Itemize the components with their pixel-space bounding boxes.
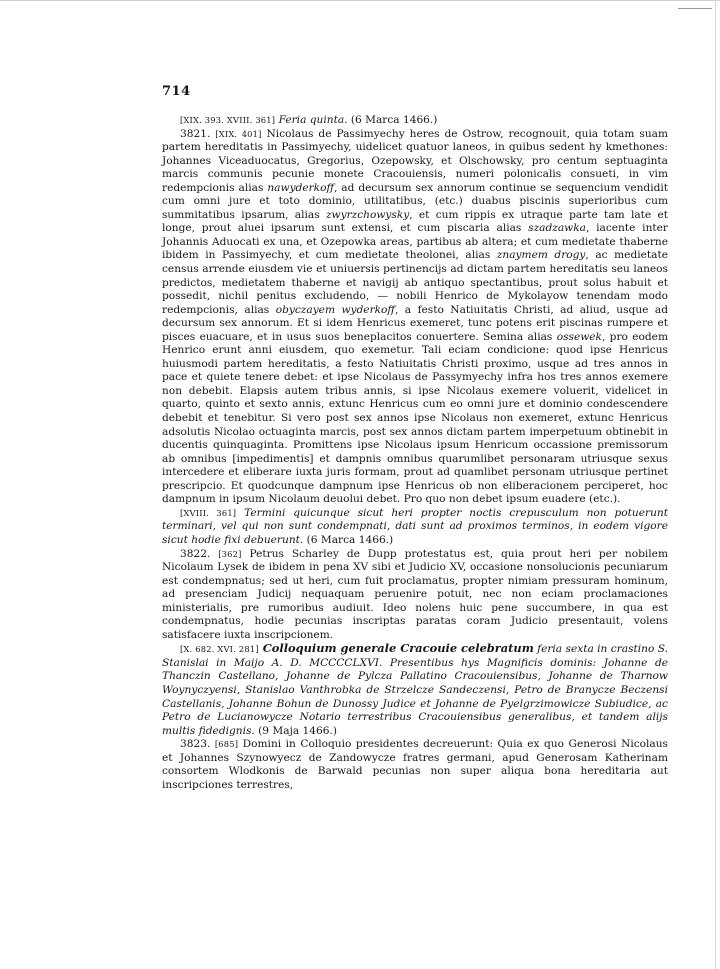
- scan-edge-right: [715, 0, 716, 969]
- colloquium-date: (9 Maja 1466.): [254, 724, 337, 737]
- session-heading-entry: [162, 114, 668, 128]
- colloquium-heading: [162, 642, 668, 738]
- entry-number: 3821.: [180, 127, 211, 140]
- session-day: Feria quinta.: [278, 114, 348, 126]
- document-body: [162, 114, 668, 792]
- entry-3823: [162, 738, 668, 792]
- colloquium-title: Colloquium generale Cracouie celebratum: [258, 641, 534, 656]
- entry-number: 3822.: [180, 547, 211, 560]
- source-reference: [X. 682. XVI. 281]: [180, 644, 259, 655]
- scan-corner-mark: [678, 2, 712, 9]
- entry-3822: [162, 548, 668, 643]
- entry-3821: [162, 128, 668, 507]
- session-date: (6 Marca 1466.): [347, 114, 438, 126]
- vernacular-term: znaymem drogy: [496, 249, 586, 262]
- entry-text: , ad decursum sex annorum continue se sequencium vendidit cum omni jure et toto dominio, utilitatibus, (etc.) duabus piscinis superioribus cum summitatibus ipsarum, alias: [162, 181, 669, 221]
- terms-note-text: Termini quicunque sicut heri propter noctis crepusculum non potuerunt terminari, vel qui non sunt condempnati, dati sunt ad proximos terminos, in eodem vigore sicut hodie fixi debuerunt.: [162, 506, 668, 546]
- entry-text: Nicolaus de Passimyechy heres de Ostrow, recognouit, quia totam suam partem hereditatis in Passimyechy, uidelicet quatuor laneos, in quibus sedent hy kmethones: Johannes Viceaduocatus, Gregorius, Ozepowsky, et Olschowsky, pro centum septuaginta marcis communis pecunie monete Cracouiensis, numeri polonicalis consueti, in vim redempcionis alias: [162, 127, 668, 194]
- vernacular-term: obyczayem wyderkoff: [275, 303, 395, 316]
- entry-number: 3823.: [180, 738, 211, 751]
- vernacular-term: ossewek: [556, 330, 602, 343]
- terms-note: [162, 507, 668, 548]
- source-reference: [XVIII. 361]: [180, 507, 237, 518]
- entry-text: , a festo Natiuitatis Christi, ad aliud, usque ad decursum sex annorum. Et si idem Henricus exemeret, tunc potens erit piscinas rumpere et pisces euacuare, et in usus suos beneplacitos conuertere. Semina alias: [162, 303, 668, 343]
- entry-text: Domini in Colloquio presidentes decreuerunt: Quia ex quo Generosi Nicolaus et Johannes Szynowyecz de Zandowycze fratres germani, apud Generosam Katherinam consortem Wlodkonis de Barwald pecunias non super aliqua bona hereditaria aut inscripciones terrestres,: [162, 738, 668, 791]
- vernacular-term: szadzawka: [528, 222, 586, 235]
- entry-text: Petrus Scharley de Dupp protestatus est, quia prout heri per nobilem Nicolaum Lysek de ibidem in pena XV sibi et Judicio XV, occasione nonsolucionis pecuniarum est condempnatus; sed ut heri, cum fuit proclamatus, propter nimiam pressuram hominum, ad presenciam Judicij nequaquam peruenire potuit, nec non eciam proclamaciones ministerialis, pre rumoribus audiuit. Ideo nolens huic pene succumbere, in qua est condempnatus, hodie pecunias inscriptas paratas coram Judicio presentauit, volens satisfacere iuxta inscripcionem.: [162, 547, 668, 641]
- terms-note-date: (6 Marca 1466.): [303, 533, 394, 546]
- source-reference: [XIX. 393. XVIII. 361]: [180, 115, 276, 125]
- vernacular-term: zwyrzchowysky: [325, 208, 410, 221]
- page-number: 714: [162, 84, 191, 99]
- source-reference: [362]: [218, 548, 242, 559]
- colloquium-attendees: feria sexta in crastino S. Stanislai in Maijo A. D. MCCCCLXVI. Presentibus hys Magnificis dominis: Johanne de Thanczin Castellano, Johanne de Pylcza Pallatino Cracouiensibus, Johanne de Tharnow Woynyczyensi, Stanislao Vanthrobka de Strzelcze Sandeczensi, Petro de Branycze Beczensi Castellanis, Johanne Bohun de Dunossy Judice et Johanne de Pyelgrzimowicze Subiudice, ac Petro de Lucianowycze Notario terrestribus Cracouiensibus generalibus, et tandem alijs multis fidedignis.: [162, 643, 668, 737]
- entry-text: , et cum rippis ex utraque parte tam late et longe, prout aluei ipsarum sunt extensi, et cum piscaria alias: [162, 208, 669, 235]
- vernacular-term: nawyderkoff: [267, 181, 334, 194]
- entry-text: , ac medietate census arrende eiusdem vie et uniuersis pertinencijs ad dictam partem hereditatis seu laneos predictos, medietatem thaberne et navigij ab antiquo spectantibus, prout solus habuit et possedit, nichil penitus excludendo, — nobili Henrico de Mykolayow tenendam modo redempcionis, alias: [162, 249, 668, 316]
- entry-text: , iacente inter Johannis Aduocati ex una, et Ozepowka areas, partibus ab altera; et cum medietate thaberne ibidem in Passimyechy, et cum medietate theolonei, alias: [162, 222, 668, 262]
- scan-edge-top: [0, 0, 720, 1]
- entry-text: , pro eodem Henrico erunt anni eiusdem, quo exemetur. Tali eciam condicione: quod ipse Henricus huiusmodi partem hereditatis, a festo Natiuitatis Christi proximo, usque ad tres annos in pace et quiete tenere debet: et ipse Nicolaus de Passymyechy infra hos tres annos exemere non debebit. Elapsis autem tribus annis, si ipse Nicolaus exemere voluerit, videlicet in quarto, quinto et sexto annis, extunc Henricus cum eo omni jure et dominio condescendere debebit et tenebitur. Si vero post sex annos ipse Nicolaus non exemeret, extunc Henricus adsolutis Nicolao octuaginta marcis, post sex annos dictam partem imperpetuum obtinebit in ducentis quinquaginta. Promittens ipse Nicolaus ipsum Henricum occassione premissorum ab omnibus [impedimentis] et dampnis omnibus quarumlibet personaram utriusque sexus intercedere et eliberare iuxta juris formam, prout ad quamlibet personam utriusque pertinet prescripcio. Et quodcunque dampnum ipse Henricus ob non eliberacionem perciperet, hoc dampnum in ipsum Nicolaum deuolui debet. Pro quo non debet ipsum euadere (etc.).: [162, 330, 668, 506]
- source-reference: [685]: [214, 739, 239, 750]
- source-reference: [XIX. 401]: [215, 128, 262, 139]
